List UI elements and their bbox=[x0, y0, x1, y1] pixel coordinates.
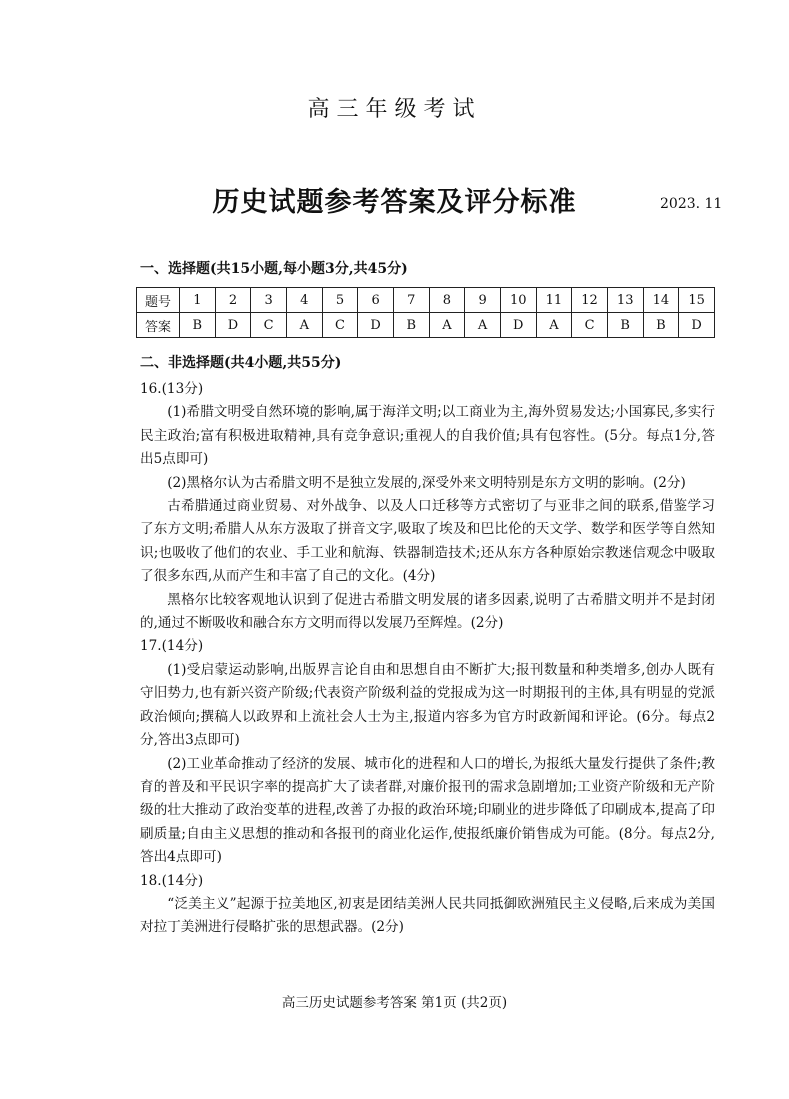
answer-cell: B bbox=[643, 313, 679, 338]
answer-cell: C bbox=[322, 313, 358, 338]
answer-paragraph: (2)黑格尔认为古希腊文明不是独立发展的,深受外来文明特别是东方文明的影响。(2分) bbox=[167, 474, 686, 491]
answer-cell: B bbox=[393, 313, 429, 338]
answer-paragraph: (2)工业革命推动了经济的发展、城市化的进程和人口的增长,为报纸大量发行提供了条件;教育的普及和平民识字率的提高扩大了读者群,对廉价报刊的需求急剧增加;工业资产阶级和无产阶级的壮大推动了政治变革的进程,改善了办报的政治环境;印刷业的进步降低了印刷成本,提高了印刷质量;自由主义思想的推动和各报刊的商业化运作,使报纸廉价销售成为可能。(8分。每点2分,答出4点即可) bbox=[140, 755, 715, 866]
answer-cell: D bbox=[500, 313, 536, 338]
question-number: 14 bbox=[643, 288, 679, 313]
question-heading: 17.(14分) bbox=[140, 638, 204, 655]
question-number: 2 bbox=[215, 288, 251, 313]
exam-title: 高三年级考试 bbox=[307, 97, 482, 122]
question-number: 1 bbox=[180, 288, 216, 313]
question-number: 8 bbox=[429, 288, 465, 313]
row-label-number: 题号 bbox=[137, 288, 180, 313]
question-number: 4 bbox=[286, 288, 322, 313]
answer-table-answer-row bbox=[137, 313, 715, 338]
answer-body bbox=[140, 378, 715, 940]
answer-paragraph: (1)希腊文明受自然环境的影响,属于海洋文明;以工商业为主,海外贸易发达;小国寡民,多实行民主政治;富有积极进取精神,具有竞争意识;重视人的自我价值;具有包容性。(5分。每点1分,答出5点即可) bbox=[140, 404, 715, 468]
answer-paragraph: (1)受启蒙运动影响,出版界言论自由和思想自由不断扩大;报刊数量和种类增多,创办人既有守旧势力,也有新兴资产阶级;代表资产阶级利益的党报成为这一时期报刊的主体,具有明显的党派政治倾向;撰稿人以政界和上流社会人士为主,报道内容多为官方时政新闻和评论。(6分。每点2分,答出3点即可) bbox=[140, 661, 715, 749]
answer-cell: A bbox=[465, 313, 501, 338]
answer-cell: D bbox=[358, 313, 394, 338]
answer-cell: D bbox=[679, 313, 715, 338]
question-number: 3 bbox=[251, 288, 287, 313]
question-number: 5 bbox=[322, 288, 358, 313]
question-number: 7 bbox=[393, 288, 429, 313]
question-number: 12 bbox=[572, 288, 608, 313]
section-1-title: 一、选择题(共15小题,每小题3分,共45分) bbox=[140, 261, 408, 277]
answer-table-number-row bbox=[137, 288, 715, 313]
question-heading: 18.(14分) bbox=[140, 872, 204, 889]
row-label-answer: 答案 bbox=[137, 313, 180, 338]
answer-cell: A bbox=[429, 313, 465, 338]
section-2-title: 二、非选择题(共4小题,共55分) bbox=[140, 355, 342, 371]
document-date: 2023. 11 bbox=[660, 196, 723, 212]
answer-cell: C bbox=[251, 313, 287, 338]
answer-cell: B bbox=[180, 313, 216, 338]
answer-cell: A bbox=[286, 313, 322, 338]
answer-cell: C bbox=[572, 313, 608, 338]
answer-paragraph: “泛美主义”起源于拉美地区,初衷是团结美洲人民共同抵御欧洲殖民主义侵略,后来成为美国对拉丁美洲进行侵略扩张的思想武器。(2分) bbox=[140, 895, 715, 936]
question-number: 9 bbox=[465, 288, 501, 313]
answer-paragraph: 古希腊通过商业贸易、对外战争、以及人口迁移等方式密切了与亚非之间的联系,借鉴学习了东方文明;希腊人从东方汲取了拼音文字,吸取了埃及和巴比伦的天文学、数学和医学等自然知识;也吸收了他们的农业、手工业和航海、铁器制造技术;还从东方各种原始宗教迷信观念中吸取了很多东西,从而产生和丰富了自己的文化。(4分) bbox=[140, 498, 715, 585]
page-footer: 高三历史试题参考答案 第1页 (共2页) bbox=[281, 995, 508, 1011]
answer-table bbox=[136, 287, 715, 338]
question-number: 10 bbox=[500, 288, 536, 313]
question-heading: 16.(13分) bbox=[140, 381, 204, 397]
question-number: 11 bbox=[536, 288, 572, 313]
answer-cell: A bbox=[536, 313, 572, 338]
question-number: 13 bbox=[607, 288, 643, 313]
question-number: 15 bbox=[679, 288, 715, 313]
question-number: 6 bbox=[358, 288, 394, 313]
answer-paragraph: 黑格尔比较客观地认识到了促进古希腊文明发展的诸多因素,说明了古希腊文明并不是封闭的,通过不断吸收和融合东方文明而得以发展乃至辉煌。(2分) bbox=[140, 591, 715, 632]
answer-cell: D bbox=[215, 313, 251, 338]
document-title: 历史试题参考答案及评分标准 bbox=[212, 187, 577, 218]
answer-cell: B bbox=[607, 313, 643, 338]
